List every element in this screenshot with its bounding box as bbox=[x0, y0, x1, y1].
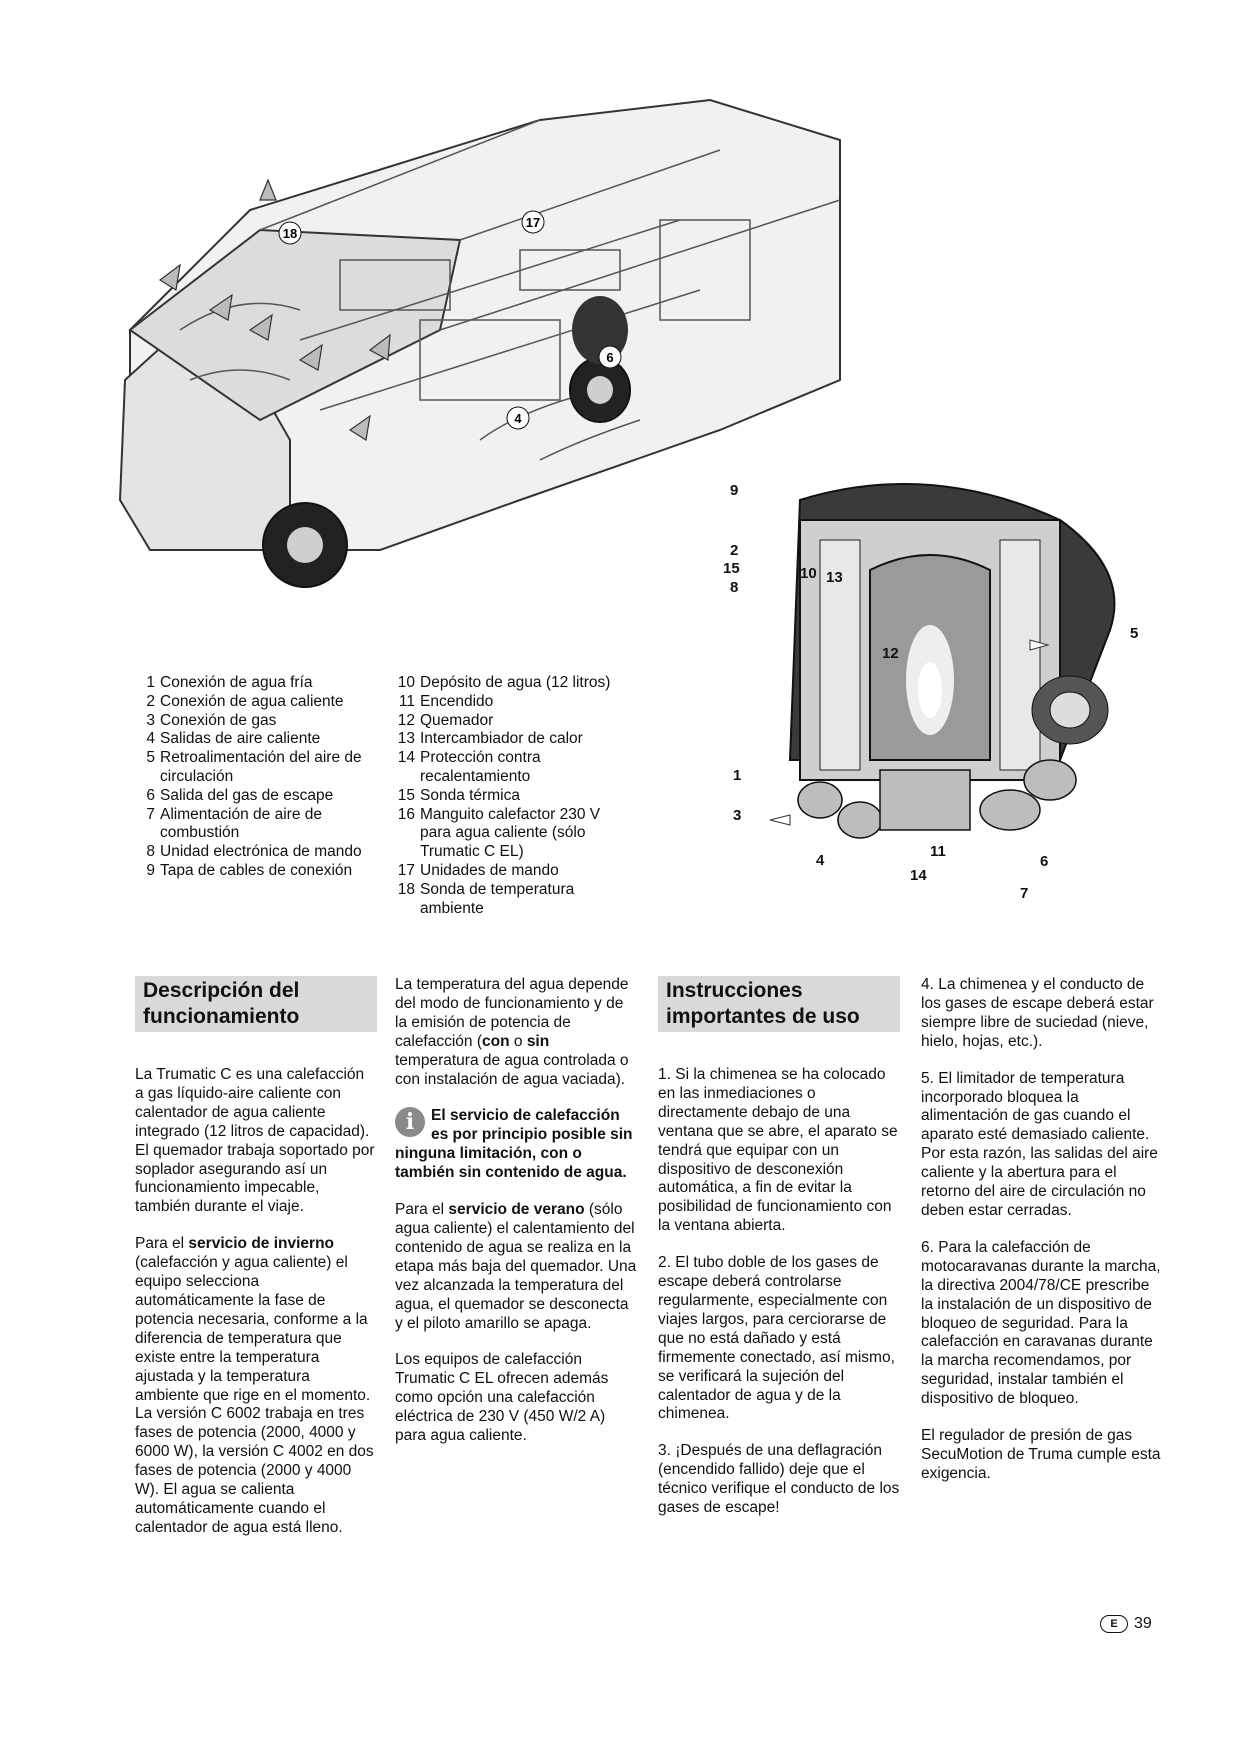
callout-heater-15: 15 bbox=[723, 560, 740, 577]
legend-number: 9 bbox=[146, 861, 155, 879]
column-description-cont bbox=[395, 976, 637, 1464]
legend-text: Manguito calefactor 230 V para agua caliente (sólo Trumatic C EL) bbox=[420, 805, 601, 861]
legend-item bbox=[135, 712, 387, 731]
callout-heater-3: 3 bbox=[733, 807, 742, 824]
callout-heater-5: 5 bbox=[1130, 625, 1139, 642]
legend-item bbox=[135, 749, 387, 787]
legend-number: 18 bbox=[397, 880, 415, 898]
legend-text: Retroalimentación del aire de circulación bbox=[160, 749, 362, 785]
legend-number: 14 bbox=[397, 749, 415, 767]
paragraph: 3. ¡Después de una deflagración (encendido fallido) deje que el técnico verifique el conducto de los gases de escape! bbox=[658, 1442, 900, 1517]
callout-rv-17: 17 bbox=[525, 215, 541, 230]
column-instructions-cont bbox=[921, 976, 1163, 1502]
legend-item bbox=[135, 787, 387, 806]
paragraph: Los equipos de calefacción Trumatic C EL ofrecen además como opción una calefacción eléctrica de 230 V (450 W/2 A) para agua caliente. bbox=[395, 1351, 609, 1445]
column-instructions bbox=[658, 976, 900, 1536]
callout-heater-16: 16 bbox=[776, 647, 793, 664]
callout-heater-14: 14 bbox=[910, 867, 927, 884]
legend-number: 4 bbox=[146, 730, 155, 748]
legend-text: Unidad electrónica de mando bbox=[160, 843, 362, 861]
legend-text: Quemador bbox=[420, 711, 494, 729]
legend-text: Protección contra recalentamiento bbox=[420, 749, 541, 785]
legend-text: Alimentación de aire de combustión bbox=[160, 805, 322, 842]
legend-number: 6 bbox=[146, 786, 155, 804]
legend-number: 12 bbox=[397, 711, 415, 729]
legend-item bbox=[135, 806, 387, 844]
legend-item bbox=[135, 843, 387, 862]
legend-text: Unidades de mando bbox=[420, 861, 559, 879]
legend-text: Depósito de agua (12 litros) bbox=[420, 674, 611, 691]
paragraph: 2. El tubo doble de los gases de escape deberá controlarse regularmente, especialmente con viajes largos, para cerciorarse de que no está dañado y está firmemente conectado, así mismo, se verificará la sujeción del calentador de agua y de la chimenea. bbox=[658, 1254, 895, 1423]
legend-number: 8 bbox=[146, 843, 155, 861]
legend-text: Tapa de cables de conexión bbox=[160, 861, 353, 879]
legend-text: Salidas de aire caliente bbox=[160, 730, 321, 748]
heater-cutaway-illustration bbox=[723, 480, 1150, 902]
legend-number: 7 bbox=[146, 805, 155, 823]
callout-heater-13: 13 bbox=[826, 569, 843, 586]
callout-heater-8: 8 bbox=[730, 579, 739, 596]
legend-item bbox=[135, 730, 387, 749]
legend-text: Intercambiador de calor bbox=[420, 730, 583, 748]
paragraph: 4. La chimenea y el conducto de los gases de escape deberá estar siempre libre de suciedad (nieve, hielo, hojas, etc.). bbox=[921, 976, 1154, 1050]
legend-number: 11 bbox=[398, 692, 415, 710]
info-note: i El servicio de calefacción es por principio posible sin ninguna limitación, con o también sin contenido de agua. bbox=[395, 1107, 633, 1182]
legend-item bbox=[395, 881, 635, 919]
legend-text: Sonda de temperatura ambiente bbox=[420, 880, 575, 917]
callout-heater-2: 2 bbox=[730, 542, 739, 559]
page-number-value: 39 bbox=[1134, 1615, 1152, 1632]
legend-item bbox=[395, 749, 635, 787]
legend-item bbox=[395, 674, 635, 693]
legend-text: Conexión de gas bbox=[160, 711, 277, 729]
language-badge: E bbox=[1100, 1615, 1128, 1633]
legend-item bbox=[395, 693, 635, 712]
legend-number: 2 bbox=[146, 692, 155, 710]
heading-descripcion: Descripción del funcionamiento bbox=[135, 976, 377, 1032]
legend-item bbox=[135, 862, 387, 881]
column-description bbox=[135, 976, 377, 1556]
legend-number: 10 bbox=[397, 674, 415, 691]
callout-heater-10: 10 bbox=[800, 565, 817, 582]
callout-heater-6: 6 bbox=[1040, 853, 1049, 870]
legend-number: 5 bbox=[146, 749, 155, 767]
paragraph: Para el servicio de invierno (calefacción y agua caliente) el equipo selecciona automáticamente la fase de potencia necesaria, conforme a la diferencia de temperatura que existe entre la temperatura ajustada y la temperatura ambiente que rige en el momento. La versión C 6002 trabaja en tres fases de potencia (2000, 4000 y 6000 W), la versión C 4002 en dos fases de potencia (2000 y 4000 W). El agua se calienta automáticamente cuando el calentador de agua está lleno. bbox=[135, 1235, 374, 1536]
legend-number: 15 bbox=[397, 786, 415, 804]
page-number bbox=[1100, 1615, 1152, 1633]
heading-instrucciones: Instrucciones importantes de uso bbox=[658, 976, 900, 1032]
legend-item bbox=[395, 806, 635, 862]
callout-heater-4: 4 bbox=[816, 852, 825, 869]
legend-item bbox=[395, 730, 635, 749]
legend-item bbox=[135, 693, 387, 712]
callout-heater-7: 7 bbox=[1020, 885, 1029, 902]
legend-text: Conexión de agua caliente bbox=[160, 692, 344, 710]
legend-number: 16 bbox=[397, 805, 415, 823]
legend-number: 3 bbox=[146, 711, 155, 729]
callout-heater-9: 9 bbox=[730, 482, 739, 499]
legend-number: 17 bbox=[397, 861, 415, 879]
legend-right bbox=[395, 674, 635, 918]
callout-heater-12: 12 bbox=[882, 645, 899, 662]
paragraph: La Trumatic C es una calefacción a gas líquido-aire caliente con calentador de agua caliente integrado (12 litros de capacidad). El quemador trabaja soportado por soplador asegurando así un funcionamiento impecable, también durante el viaje. bbox=[135, 1066, 375, 1216]
legend-item bbox=[135, 674, 387, 693]
callout-heater-1: 1 bbox=[733, 767, 742, 784]
callout-rv-6: 6 bbox=[606, 350, 614, 365]
legend-text: Encendido bbox=[420, 692, 494, 710]
paragraph: 1. Si la chimenea se ha colocado en las inmediaciones o directamente debajo de una ventana que se abre, el aparato se tendrá que equipar con un dispositivo de desconexión automática, a fin de evitar la posibilidad de funcionamiento con la ventana abierta. bbox=[658, 1066, 898, 1235]
legend-text: Conexión de agua fría bbox=[160, 674, 313, 691]
callout-heater-11: 11 bbox=[930, 843, 946, 860]
paragraph: Para el servicio de verano (sólo agua caliente) el calentamiento del contenido de agua se realiza en la etapa más baja del quemador. Una vez alcanzada la temperatura del agua, el quemador se desconecta y el piloto amarillo se apaga. bbox=[395, 1201, 637, 1332]
legend-item bbox=[395, 712, 635, 731]
paragraph: 6. Para la calefacción de motocaravanas durante la marcha, la directiva 2004/78/CE prescribe la instalación de un dispositivo de bloqueo de seguridad. Para la calefacción en caravanas durante la marcha recomendamos, por seguridad, instalar también el dispositivo de bloqueo. bbox=[921, 1238, 1161, 1408]
legend-item bbox=[395, 787, 635, 806]
legend-text: Sonda térmica bbox=[420, 786, 520, 804]
legend-item bbox=[395, 862, 635, 881]
legend-text: Salida del gas de escape bbox=[160, 786, 334, 804]
legend-left bbox=[135, 674, 387, 881]
callout-rv-18: 18 bbox=[282, 226, 298, 241]
paragraph: 5. El limitador de temperatura incorporado bloquea la alimentación de gas cuando el aparato esté demasiado caliente. Por esta razón, las salidas del aire caliente y la abertura para el retorno del aire de circulación no deben estar cerradas. bbox=[921, 1069, 1158, 1219]
legend-number: 13 bbox=[397, 730, 415, 748]
callout-rv-4: 4 bbox=[514, 411, 522, 426]
legend-number: 1 bbox=[146, 674, 155, 691]
paragraph: El regulador de presión de gas SecuMotion de Truma cumple esta exigencia. bbox=[921, 1427, 1161, 1482]
paragraph: La temperatura del agua depende del modo de funcionamiento y de la emisión de potencia de calefacción (con o sin temperatura de agua controlada o con instalación de agua vaciada). bbox=[395, 976, 629, 1088]
info-icon: i bbox=[395, 1107, 425, 1137]
